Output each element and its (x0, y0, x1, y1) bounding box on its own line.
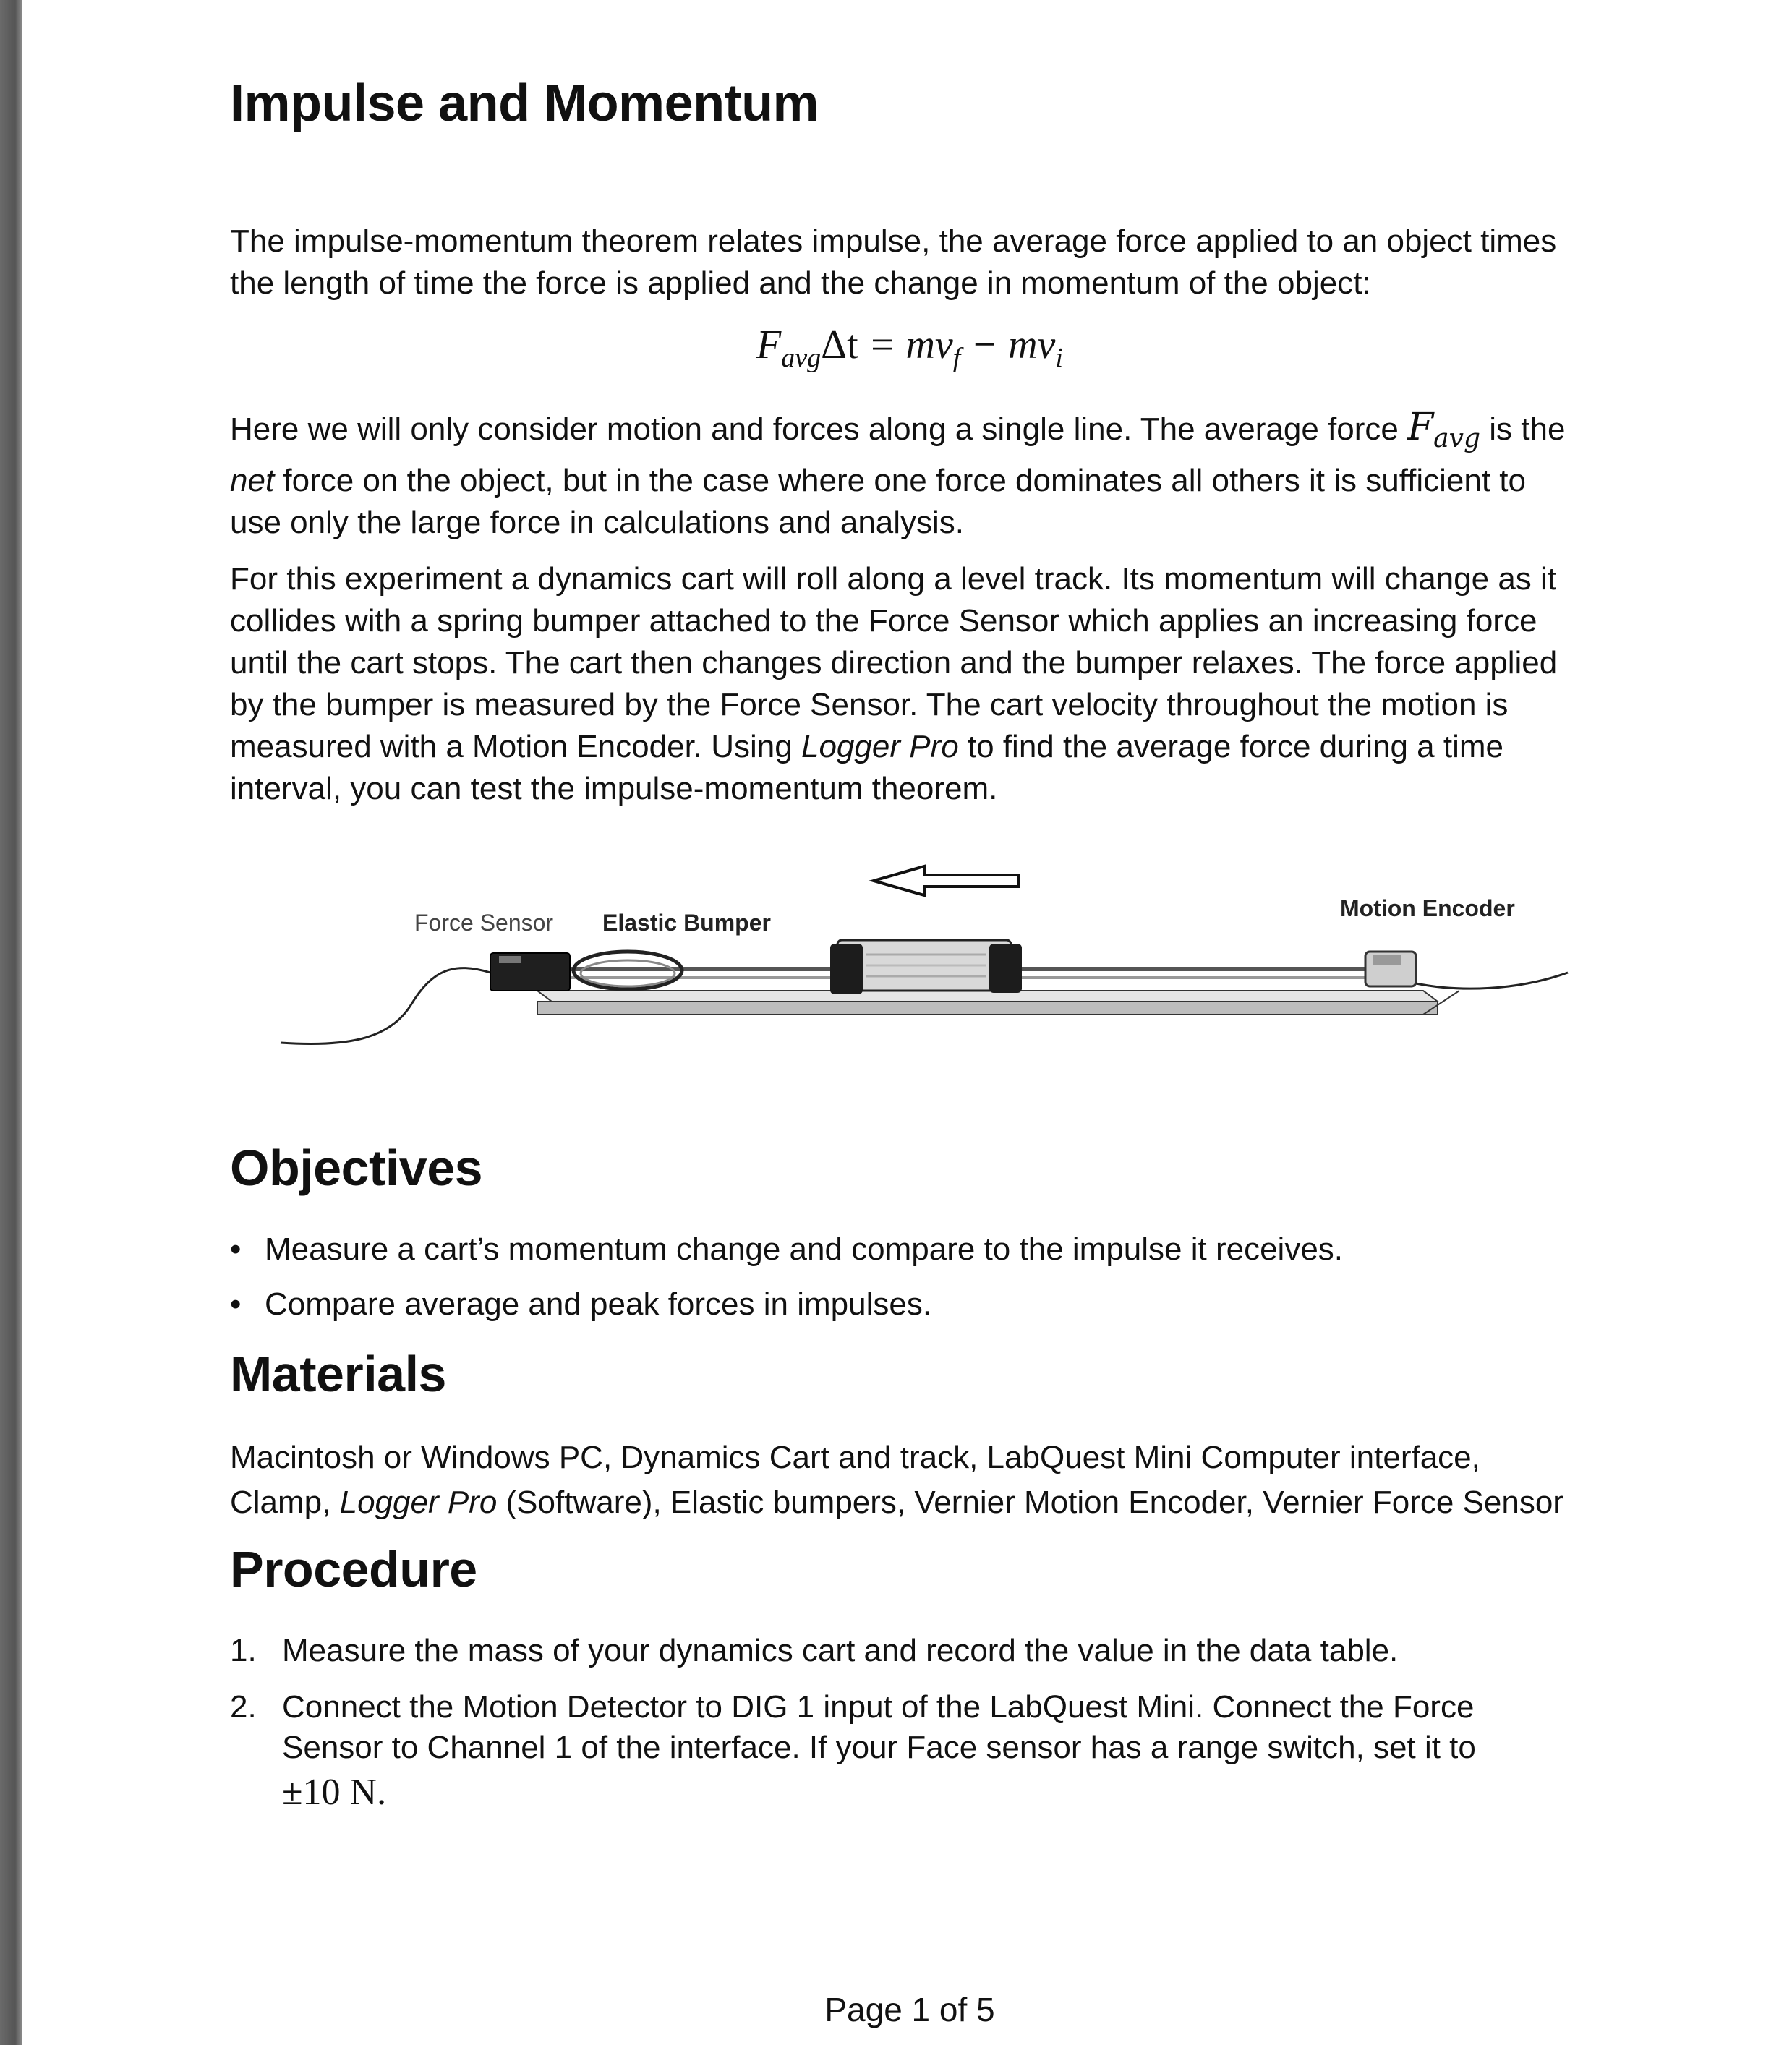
para2-line-1-text: Here we will only consider motion and forces along a single line. The average force (230, 411, 1408, 447)
apparatus-figure (230, 846, 1590, 1085)
step-number: 1. (230, 1633, 257, 1668)
favg-sub: avg (1433, 423, 1481, 453)
para3-line-2: collides with a spring bumper attached to the Force Sensor which applies an increasing force (230, 603, 1537, 639)
eq-force-symbol: F (756, 323, 782, 367)
eq-force-sub: avg (781, 343, 822, 374)
para3-line-5-pre: measured with a Motion Encoder. Using (230, 729, 801, 764)
motion-encoder-label: Motion Encoder (1340, 895, 1515, 921)
para2-line-2-text: force on the object, but in the case where one force dominates all others it is sufficient to (274, 463, 1526, 498)
net-emphasis: net (230, 463, 275, 498)
para3-line-6: interval, you can test the impulse-momentum theorem. (230, 771, 998, 806)
intro-paragraph (230, 221, 1590, 304)
para3-line-4: by the bumper is measured by the Force Sensor. The cart velocity throughout the motion is (230, 687, 1509, 722)
intro-line-1: The impulse-momentum theorem relates impulse, the average force applied to an object times (230, 223, 1557, 259)
dynamics-cart (830, 940, 1022, 994)
para2-line-1-end: is the (1480, 411, 1566, 447)
para2-line-1 (230, 401, 1590, 465)
force-sensor (490, 953, 570, 991)
procedure-list (230, 1631, 1590, 1824)
materials-paragraph (230, 1435, 1590, 1525)
para3-line-3: until the cart stops. The cart then changes direction and the bumper relaxes. The force applied (230, 645, 1558, 680)
force-sensor-label: Force Sensor (414, 910, 554, 936)
bullet: • (230, 1231, 242, 1267)
step-text-line-3: ±10 N. (282, 1772, 387, 1813)
list-item (230, 1284, 1590, 1325)
eq-sub-i: i (1055, 343, 1063, 374)
impulse-momentum-equation (230, 322, 1590, 374)
list-item (230, 1687, 1590, 1824)
viewer-left-edge (0, 0, 22, 2045)
procedure-heading: Procedure (230, 1541, 477, 1597)
logger-pro-emphasis: Logger Pro (339, 1485, 498, 1520)
page-title: Impulse and Momentum (230, 74, 819, 132)
materials-line-2-post: (Software), Elastic bumpers, Vernier Motion Encoder, Vernier Force Sensor (497, 1485, 1563, 1520)
materials-line-1: Macintosh or Windows PC, Dynamics Cart and track, LabQuest Mini Computer interface, (230, 1440, 1480, 1475)
bullet: • (230, 1286, 242, 1322)
step-text-line-2: Sensor to Channel 1 of the interface. If your Face sensor has a range switch, set it to (282, 1730, 1476, 1765)
experiment-paragraph (230, 558, 1590, 810)
materials-line-2-pre: Clamp, (230, 1485, 340, 1520)
para2-line-3: use only the large force in calculations and analysis. (230, 505, 965, 540)
page-number: Page 1 of 5 (824, 1991, 995, 2028)
list-item (230, 1229, 1590, 1284)
materials-heading: Materials (230, 1346, 446, 1402)
objective-text: Measure a cart’s momentum change and compare to the impulse it receives. (265, 1231, 1344, 1267)
objective-text: Compare average and peak forces in impulses. (265, 1286, 932, 1322)
elastic-bumper-label: Elastic Bumper (602, 910, 771, 936)
para3-line-5-post: to find the average force during a time (958, 729, 1503, 764)
step-text: Measure the mass of your dynamics cart and record the value in the data table. (282, 1633, 1399, 1668)
para2-line-2 (230, 460, 1590, 502)
apparatus-drawing (230, 846, 1590, 1085)
para3-line-1: For this experiment a dynamics cart will roll along a level track. Its momentum will change as it (230, 561, 1557, 597)
direction-arrow (874, 866, 1018, 895)
step-text-line-1: Connect the Motion Detector to DIG 1 input of the LabQuest Mini. Connect the Force (282, 1689, 1475, 1725)
step-number: 2. (230, 1689, 257, 1725)
para3-line-5 (230, 726, 1590, 768)
objectives-heading: Objectives (230, 1140, 483, 1196)
list-item (230, 1631, 1590, 1687)
eq-minus: − mv (960, 323, 1056, 367)
eq-delta-t: Δt (821, 323, 858, 367)
eq-sub-f: f (952, 343, 961, 374)
force-sensor-cable (281, 968, 490, 1044)
materials-line-2 (230, 1480, 1590, 1525)
favg-symbol: F (1407, 406, 1434, 449)
eq-rhs: = mv (868, 323, 953, 367)
net-force-paragraph-cont (230, 460, 1590, 544)
objectives-list (230, 1229, 1590, 1325)
logger-pro-emphasis: Logger Pro (801, 729, 959, 764)
encoder-cable (1416, 973, 1568, 989)
net-force-paragraph (230, 401, 1590, 465)
intro-line-2: the length of time the force is applied and the change in momentum of the object: (230, 265, 1371, 301)
motion-encoder (1365, 952, 1416, 986)
